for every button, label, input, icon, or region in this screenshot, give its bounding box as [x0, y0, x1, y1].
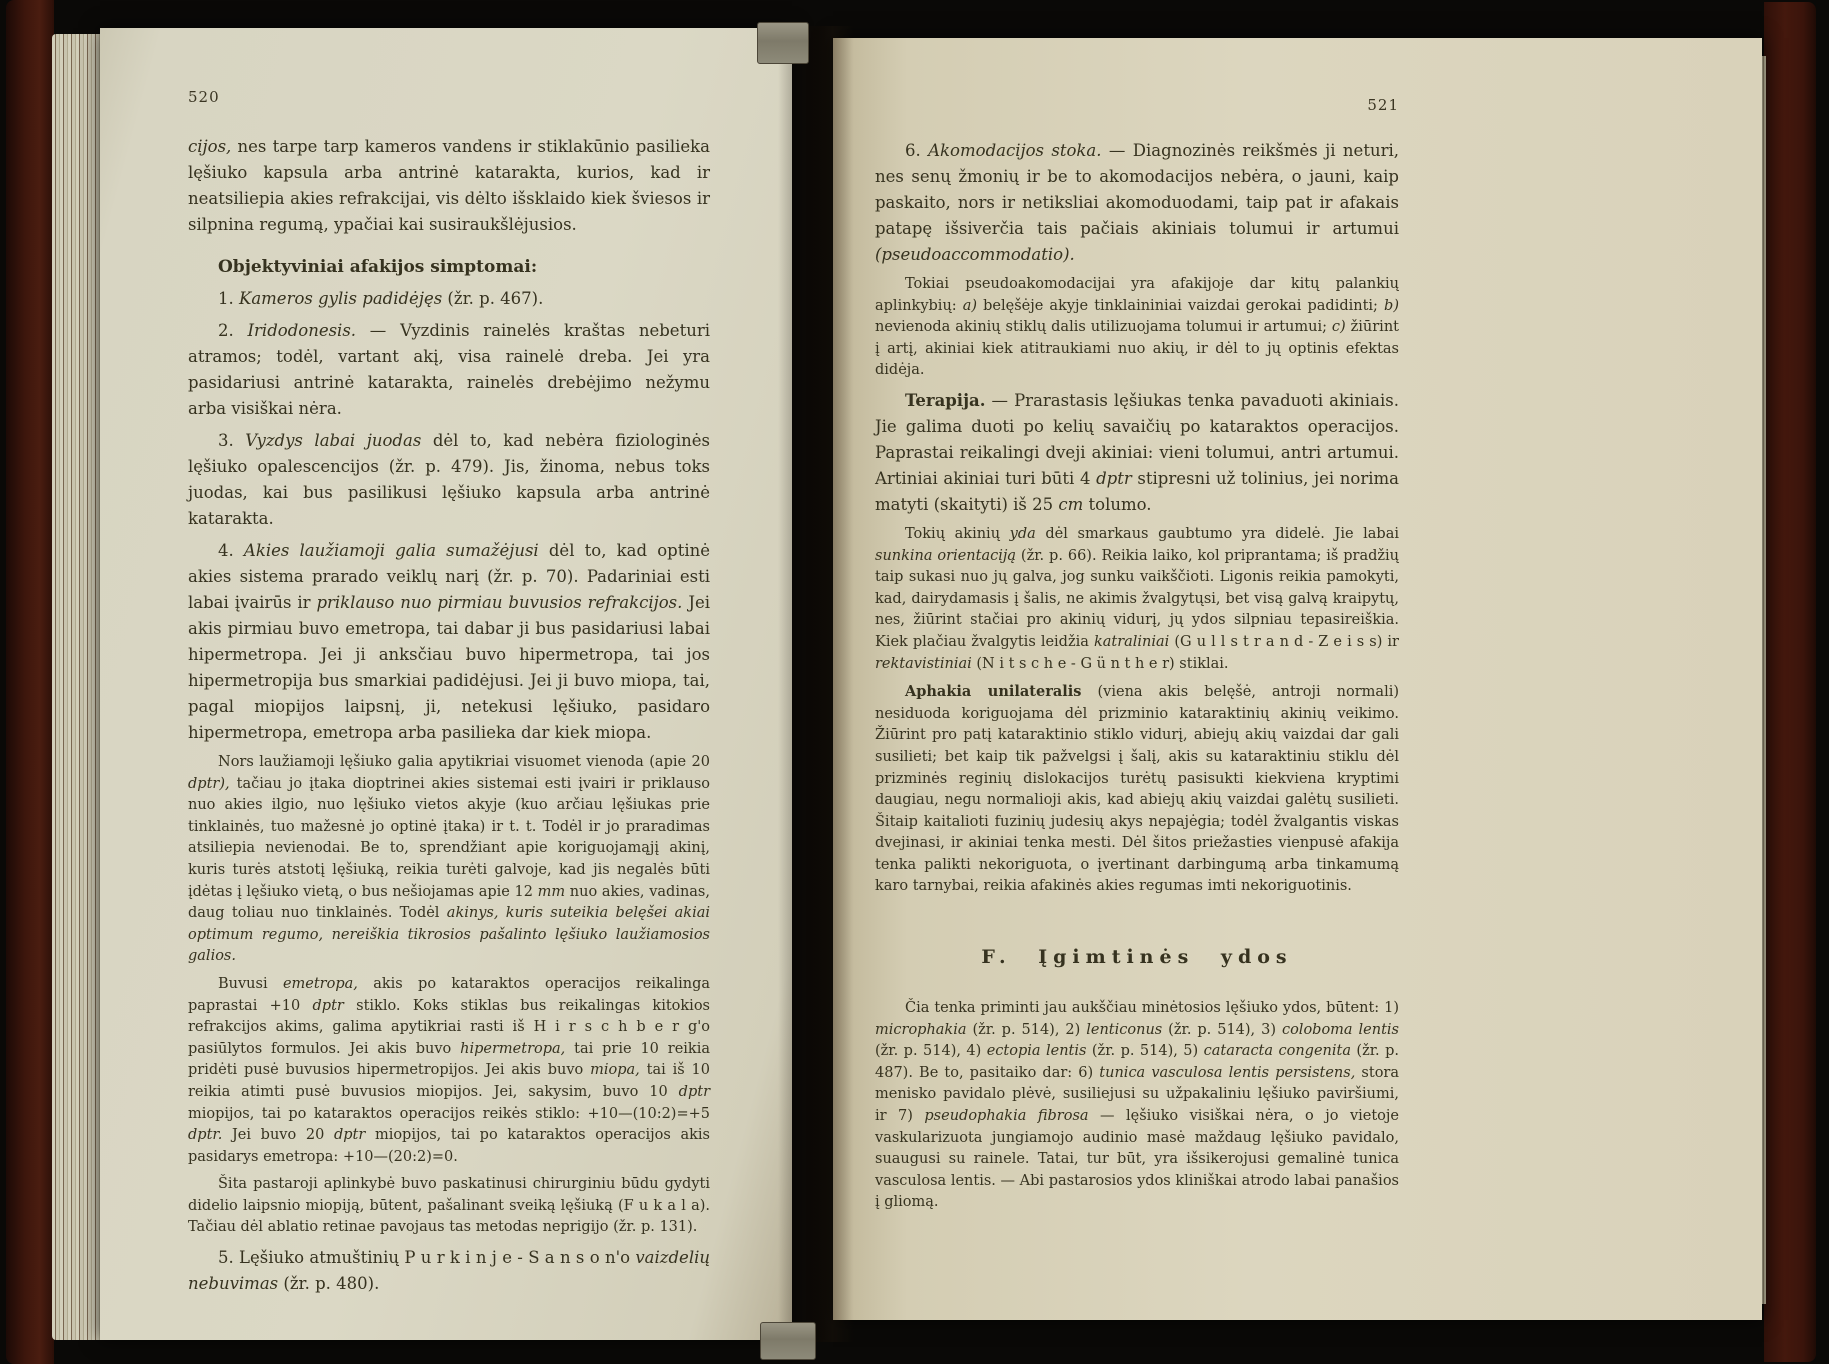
note-lens-power: Nors laužiamoji lęšiuko galia apytikriai visuomet vienoda (apie 20 dptr), tačiau jo įtaka dioptrinei akies sistemai esti įvairi ir priklauso nuo akies ilgio, nuo lęšiuko vietos akyje (kuo arčiau lęšiukas prie tinklainės, tuo mažesnė jo optinė įtaka) ir t. t. Todėl ir jo praradimas atsiliepia nevienodai. Be to, sprendžiant apie koriguojamąjį akinį, kuris turės atstotį lęšiuką, reikia turėti galvoje, kad jis negalės būti įdėtas į lęšiuko vietą, o bus nešiojamas apie 12 mm nuo akies, vadinas, daug toliau nuo tinklainės. Todėl akinys, kuris suteikia belęšei akiai optimum regumo, nereiškia tikrosios pašalinto lęšiuko laužiamosios galios. — [188, 754, 710, 965]
book-cover-right-edge — [1764, 2, 1816, 1362]
intro-paragraph: cijos, nes tarpe tarp kameros vandens ir stiklakūnio pasilieka lęšiuko kapsula arba antrinė katarakta, kurios, kad ir neatsiliepia akies refrakcijai, vis dėlto išsklaido kiek šviesos ir silpnina regumą, ypačiai kai susiraukšlėjusios. — [188, 137, 710, 234]
symptom-5: 5. Lęšiuko atmuštinių P u r k i n j e - S a n s o n'o vaizdelių nebuvimas (žr. p. 480). — [188, 1248, 710, 1294]
note-aphakia-unilateralis: Aphakia unilateralis (viena akis belęšė, antroji normali) nesiduoda koriguojama dėl prizminio kataraktinių akinių veikimo. Žiūrint pro patį kataraktinio stiklo vidurį, abiejų akių vaizdai dar gali susilieti; bet kaip tik pažvelgsi į šalį, akis su kataraktiniu stiklu dėl prizminės reginių dislokacijos turėtų pasisukti kiekviena kryptimi daugiau, negu normalioji akis, kad abiejų akių vaizdai galėtų susilieti. Šitaip kaitalioti fuzinių judesių akys nepajėgia; todėl žvalgantis viskas dvejinasi, ir akiniai tenka mesti. Dėl šitos priežasties vienpusė afakija tenka palikti nekoriguota, o įvertinant darbingumą arba tinkamumą karo tarnybai, reikia afakinės akies regumas imti nekoriguotinis. — [875, 683, 1400, 895]
right-page — [833, 38, 1762, 1320]
book-cover-left-edge — [6, 0, 54, 1364]
left-page-text-column — [188, 134, 710, 1297]
left-page — [100, 28, 792, 1340]
binding-tab-bottom — [760, 1322, 816, 1360]
symptom-3: 3. Vyzdys labai juodas dėl to, kad nebėra fiziologinės lęšiuko opalescencijos (žr. p. 479). Jis, žinoma, nebus toks juodas, kai bus pasilikusi lęšiuko kapsula arba antrinė katarakta. — [188, 431, 711, 528]
note-hirschberg-formula: Buvusi emetropa, akis po kataraktos operacijos reikalinga paprastai +10 dptr stiklo. Koks stiklas bus reikalingas kitokios refrakcijos akims, galima apytikriai rasti iš H i r s c h b e r g'o pasiūlytos formulos. Jei akis buvo hipermetropa, tai prie 10 reikia pridėti pusė buvusios hipermetropijos. Jei akis buvo miopa, tai iš 10 reikia atimti pusė buvusios miopijos. Jei, sakysim, buvo 10 dptr miopijos, tai po kataraktos operacijos reikės stiklo: +10—(10:2)=+5 dptr. Jei buvo 20 dptr miopijos, tai po kataraktos operacijos akis pasidarys emetropa: +10—(20:2)=0. — [188, 975, 711, 1165]
book-spine-gutter-shadow — [778, 26, 854, 1342]
right-page-text-column — [875, 138, 1399, 1214]
therapy-paragraph: Terapija. — Prarastasis lęšiukas tenka pavaduoti akiniais. Jie galima duoti po kelių savaičių po kataraktos operacijos. Paprastai reikalingi dveji akiniai: vieni tolumui, antri artumui. Artiniai akiniai turi būti 4 dptr stipresni už tolinius, jei norima matyti (skaityti) iš 25 cm tolumo. — [875, 390, 1399, 514]
page-stack-edges-left — [52, 34, 102, 1340]
symptom-6: 6. Akomodacijos stoka. — Diagnozinės reikšmės ji neturi, nes senų žmonių ir be to akomodacijos nebėra, o jauni, kaip paskaito, nors ir netiksliai akomoduodami, taip pat ir afakais patapę išsiverčia tais pačiais akiniais tolumui ir artumui (pseudoaccommodatio). — [875, 141, 1399, 264]
section-heading-congenital: F. Įgimtinės ydos — [981, 946, 1293, 969]
note-pseudoaccommodation: Tokiai pseudoakomodacijai yra afakijoje dar kitų palankių aplinkybių: a) belęšėje akyje tinklaininiai vaizdai gerokai padidinti; b) nevienoda akinių stiklų dalis utilizuojama tolumui ir artumui; c) žiūrint į artį, akiniai kiek atitraukiami nuo akių, ir dėl to jų optinis efektas didėja. — [875, 276, 1399, 379]
symptom-4: 4. Akies laužiamoji galia sumažėjusi dėl to, kad optinė akies sistema prarado veiklų narį (žr. p. 70). Padariniai esti labai įvairūs ir priklauso nuo pirmiau buvusios refrakcijos. Jei akis pirmiau buvo emetropa, tai dabar ji bus pasidariusi labai hipermetropa. Jei ji anksčiau buvo hipermetropa, tai jos hipermetropija bus smarkiai padidėjusi. Jei ji buvo miopa, tai, pagal miopijos laipsnį, ji, netekusi lęšiuko, pasidaro hipermetropa, emetropa arba pasilieka dar kiek miopa. — [188, 541, 710, 742]
page-number-left: 520 — [188, 88, 220, 106]
page-number-right: 521 — [1367, 96, 1399, 114]
note-congenital-defects: Čia tenka priminti jau aukščiau minėtosios lęšiuko ydos, būtent: 1) microphakia (žr. p. 514), 2) lenticonus (žr. p. 514), 3) coloboma lentis (žr. p. 514), 4) ectopia lentis (žr. p. 514), 5) cataracta congenita (žr. p. 487). Be to, pasitaiko dar: 6) tunica vasculosa lentis persistens, stora menisko pavidalo plėvė, susiliejusi su užpakaliniu lęšiuko paviršiumi, ir 7) pseudophakia fibrosa — lęšiuko visiškai nėra, o jo vietoje vaskularizuota jungiamojo audinio masė maždaug lęšiuko pavidalo, suaugusi su rainele. Tatai, tur būt, yra išsikerojusi gemalinė tunica vasculosa lentis. — Abi pastarosios ydos kliniškai atrodo labai panašios į gliomą. — [875, 1000, 1400, 1211]
symptoms-heading: Objektyviniai afakijos simptomai: — [218, 257, 538, 277]
note-fukala: Šita pastaroji aplinkybė buvo paskatinusi chirurginiu būdu gydyti didelio laipsnio miopiją, būtent, pašalinant sveiką lęšiuką (F u k a l a). Tačiau dėl ablatio retinae pavojaus tas metodas neprigijo (žr. p. 131). — [188, 1176, 710, 1236]
note-glasses-drawbacks: Tokių akinių yda dėl smarkaus gaubtumo yra didelė. Jie labai sunkina orientaciją (žr. p. 66). Reikia laiko, kol priprantama; iš pradžių taip sukasi nuo jų galva, jog sunku vaikščioti. Ligonis reikia pamokyti, kad, dairydamasis į šalis, ne akimis žvalgytųsi, bet visą galvą kraipytų, nes, žiūrint stačiai pro akinių vidurį, jų ydos silpniau tepasireiškia. Kiek plačiau žvalgytis leidžia katraliniai (G u l l s t r a n d - Z e i s s) ir rektavistiniai (N i t s c h e - G ü n t h e r) stiklai. — [875, 525, 1399, 672]
symptom-1: 1. Kameros gylis padidėjęs (žr. p. 467). — [218, 289, 544, 308]
binding-tab-top — [757, 22, 809, 64]
symptom-2: 2. Iridodonesis. — Vyzdinis rainelės kraštas nebeturi atramos; todėl, vartant akį, visa rainelė dreba. Jei yra pasidariusi antrinė katarakta, rainelės drebėjimo nežymu arba visiškai nėra. — [188, 321, 710, 418]
